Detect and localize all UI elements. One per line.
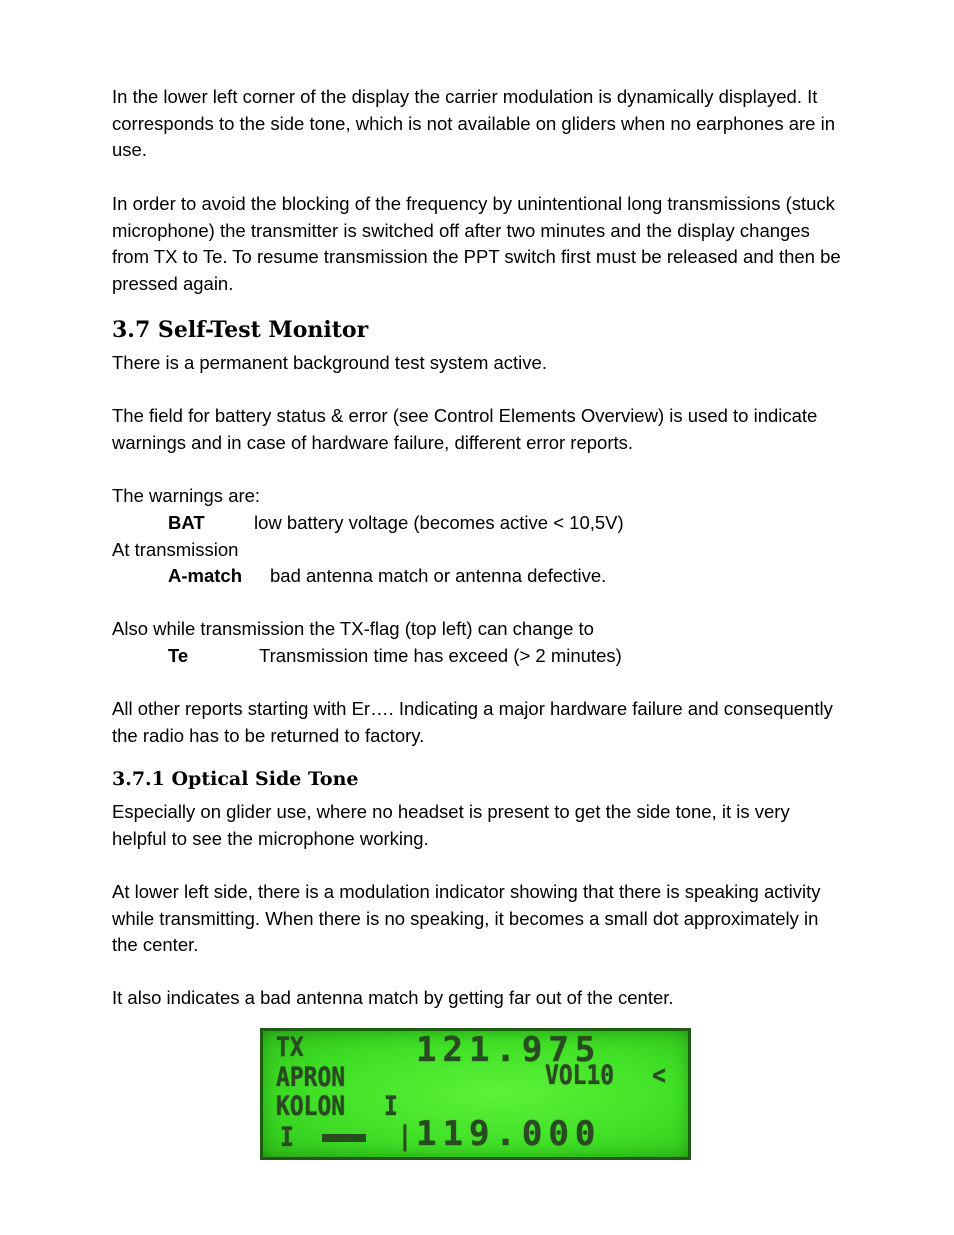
warning-amatch-description: bad antenna match or antenna defective. bbox=[270, 565, 607, 586]
paragraph-glider-use: Especially on glider use, where no headset is present to get the side tone, it is very helpful to see the microphone working. bbox=[112, 801, 790, 849]
paragraph-transmit-timeout: In order to avoid the blocking of the frequency by unintentional long transmissions (stuck microphone) the transmitter is switched off after two minutes and the display changes from TX to Te. To resume transmission the PPT switch first must be released and then be pressed again. bbox=[112, 193, 841, 295]
lcd-active-frequency: 121.975 bbox=[416, 1030, 602, 1070]
warning-te-description: Transmission time has exceed (> 2 minutes) bbox=[259, 645, 622, 666]
lcd-left-marker: I bbox=[280, 1122, 294, 1153]
paragraph-battery-field: The field for battery status & error (see Control Elements Overview) is used to indicate warnings and in case of hardware failure, different error reports. bbox=[112, 405, 818, 453]
warning-bat-code: BAT bbox=[168, 512, 205, 533]
at-transmission-label: At transmission bbox=[112, 539, 239, 560]
paragraph-modulation-indicator: At lower left side, there is a modulation indicator showing that there is speaking activity while transmitting. When there is no speaking, it becomes a small dot approximately in the center. bbox=[112, 881, 821, 956]
heading-optical-side-tone: 3.7.1 Optical Side Tone bbox=[112, 768, 359, 790]
warning-te-code: Te bbox=[168, 645, 189, 666]
lcd-standby-marker: I bbox=[384, 1091, 398, 1122]
warning-amatch-code: A-match bbox=[168, 565, 243, 586]
lcd-tx-flag: TX bbox=[276, 1032, 304, 1063]
lcd-volume: VOL10 bbox=[545, 1060, 615, 1091]
paragraph-side-tone: In the lower left corner of the display the carrier modulation is dynamically displayed. It corresponds to the side tone, which is not available on gliders when no earphones are in use. bbox=[112, 86, 835, 161]
lcd-standby-frequency: 119.000 bbox=[416, 1114, 602, 1154]
lcd-divider: | bbox=[398, 1121, 412, 1152]
lcd-modulation-indicator bbox=[322, 1134, 366, 1142]
paragraph-warnings-intro: The warnings are: bbox=[112, 485, 261, 506]
lcd-arrow-icon: < bbox=[652, 1060, 666, 1091]
paragraph-antenna-indication: It also indicates a bad antenna match by getting far out of the center. bbox=[112, 987, 674, 1008]
lcd-station-name: APRON bbox=[276, 1062, 346, 1093]
radio-lcd-photo bbox=[260, 1028, 691, 1160]
paragraph-tx-flag-change: Also while transmission the TX-flag (top left) can change to bbox=[112, 618, 594, 639]
paragraph-other-reports: All other reports starting with Er…. Indicating a major hardware failure and consequently the radio has to be returned to factory. bbox=[112, 698, 833, 746]
heading-self-test-monitor: 3.7 Self-Test Monitor bbox=[112, 317, 369, 343]
warning-bat-description: low battery voltage (becomes active < 10,5V) bbox=[254, 512, 624, 533]
lcd-standby-name: KOLON bbox=[276, 1091, 346, 1122]
paragraph-background-test: There is a permanent background test system active. bbox=[112, 352, 547, 373]
